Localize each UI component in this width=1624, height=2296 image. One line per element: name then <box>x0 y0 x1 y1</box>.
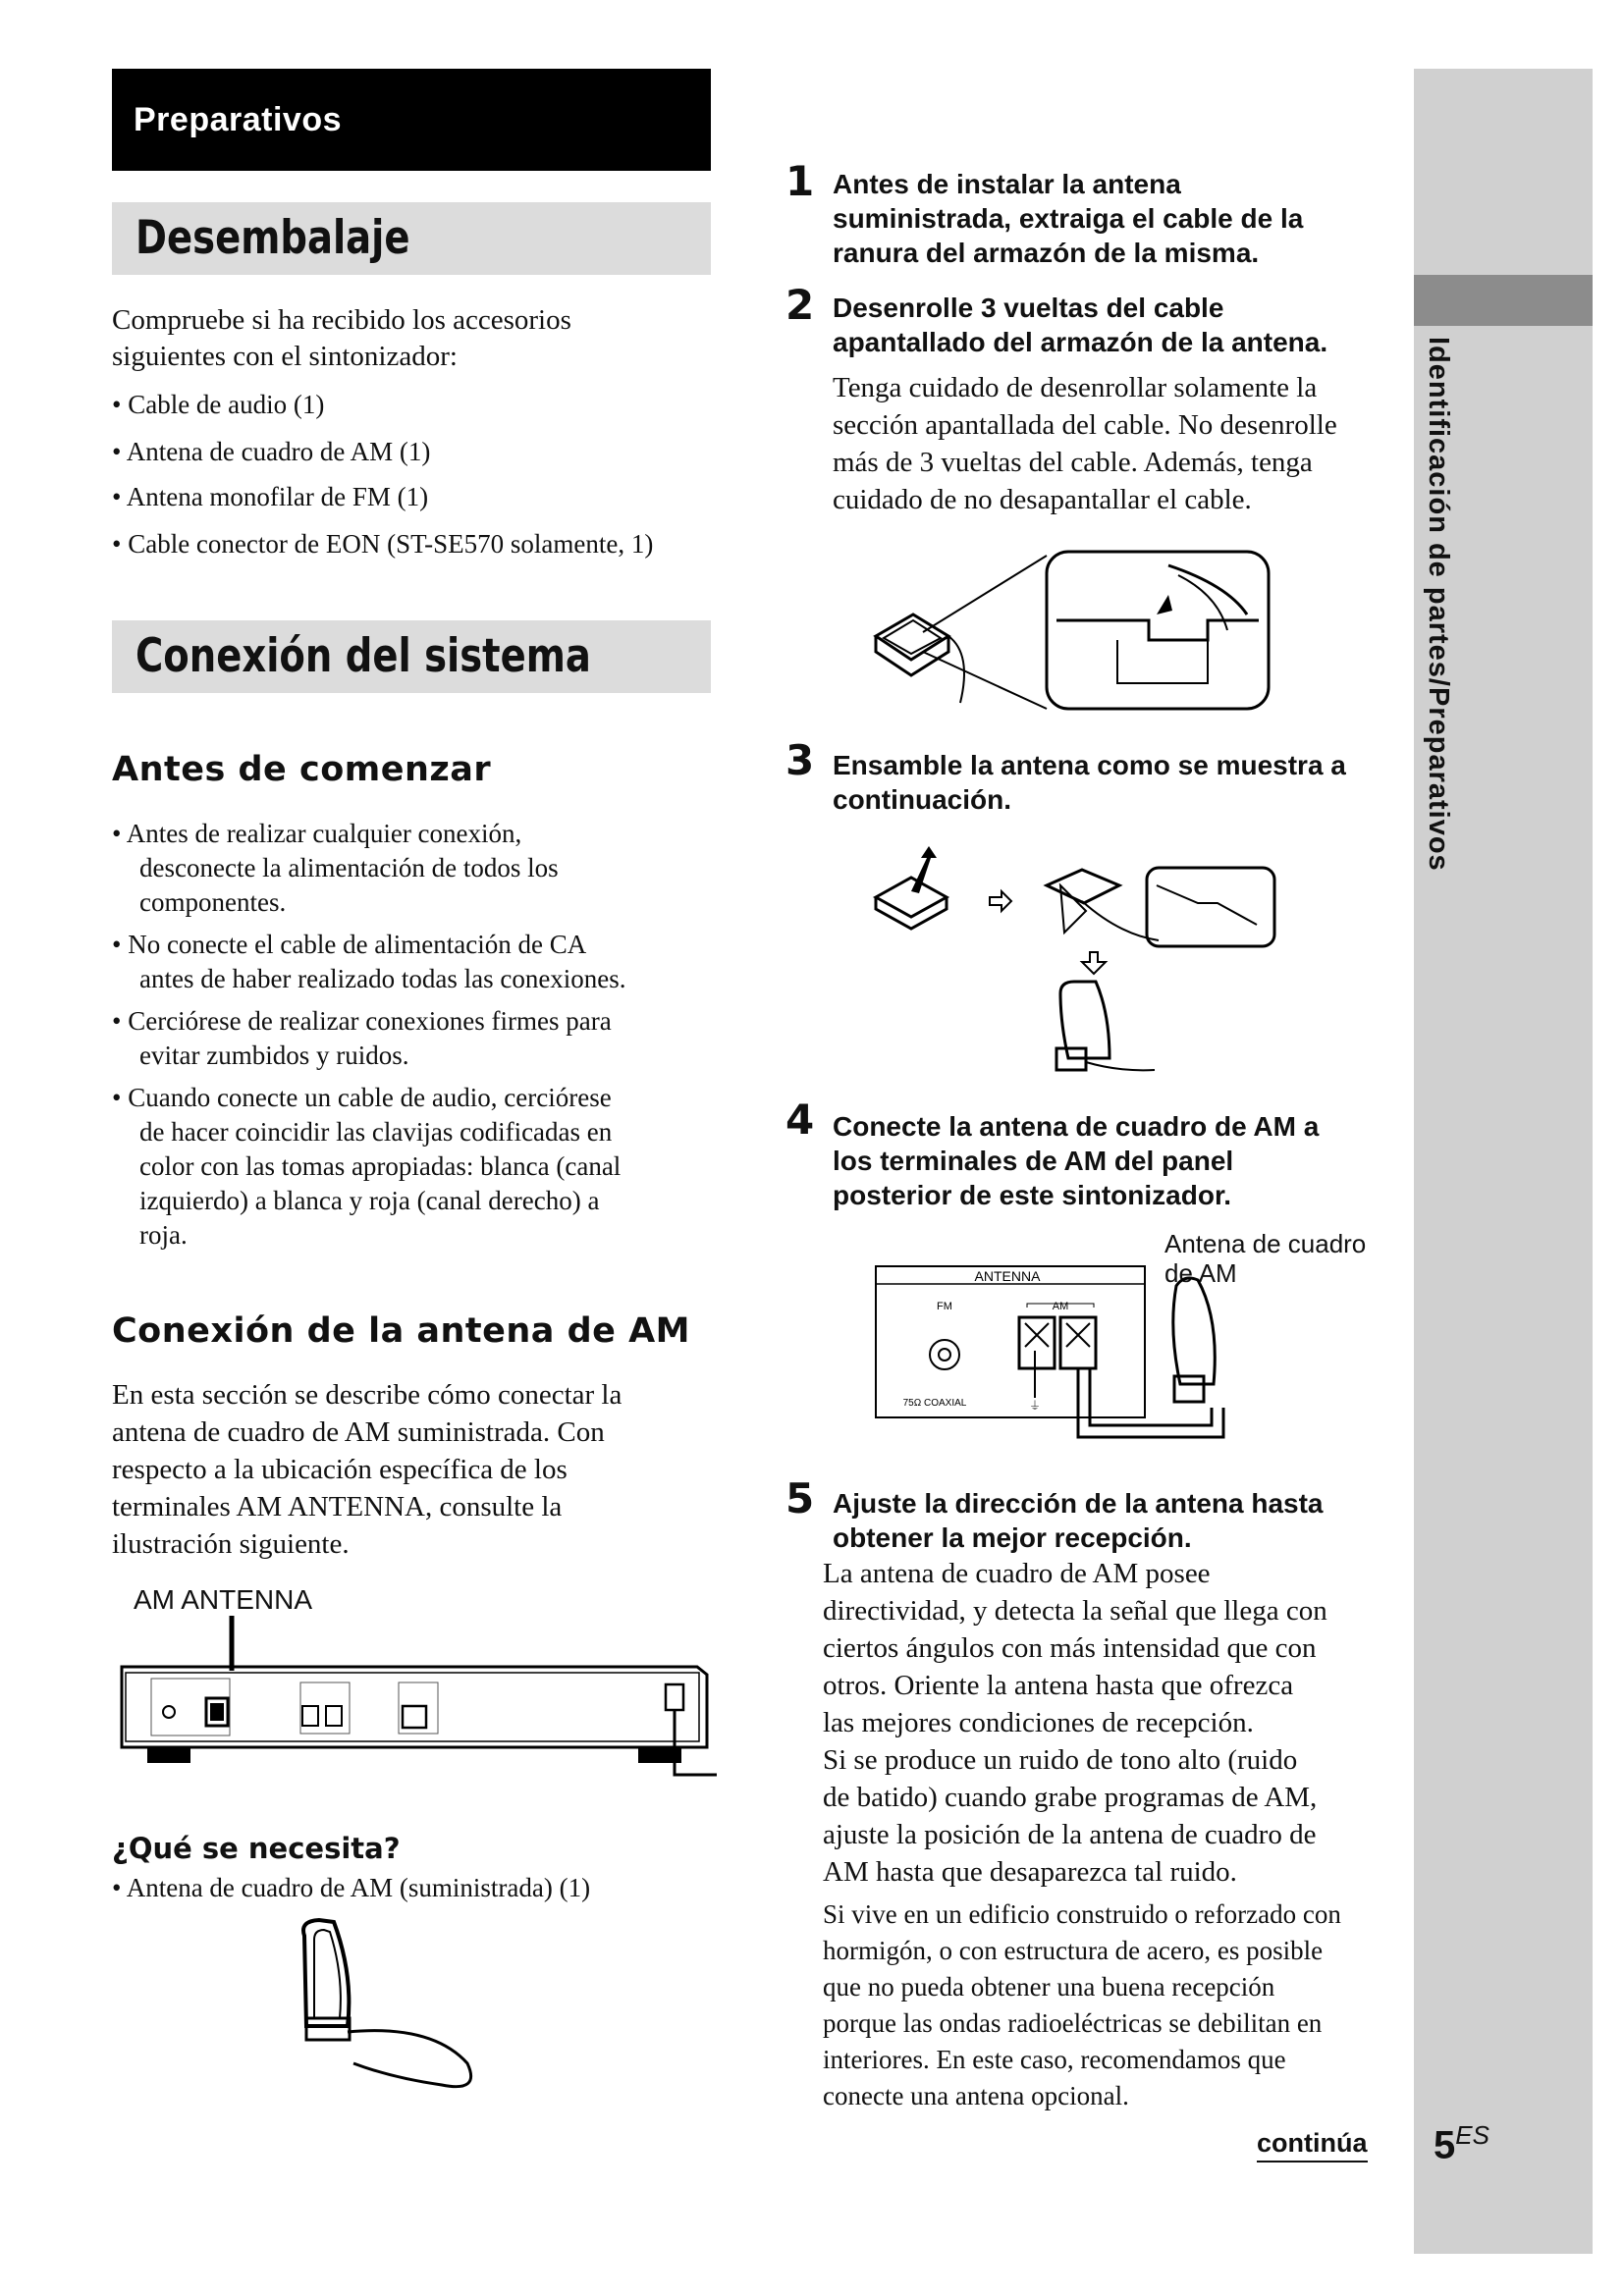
step-2-number: 2 <box>785 281 815 329</box>
panel-title: ANTENNA <box>974 1268 1041 1284</box>
list-item: • Cuando conecte un cable de audio, cerciórese de hacer coincidir las clavijas codificadas en color con las tomas apropiadas: blanca (canal izquierdo) a blanca y roja (canal derecho) a roja. <box>112 1083 622 1250</box>
am-label: AM <box>1052 1301 1069 1312</box>
step-1-number: 1 <box>785 157 815 205</box>
connection-title: Conexión del sistema <box>112 620 711 693</box>
loop-antenna-illustration <box>285 1916 501 2103</box>
list-item: • No conecte el cable de alimentación de CA antes de haber realizado todas las conexiones. <box>112 930 626 993</box>
list-item: • Cerciórese de realizar conexiones firmes para evitar zumbidos y ruidos. <box>112 1006 612 1070</box>
step-4-number: 4 <box>785 1095 815 1144</box>
continued-label: continúa <box>1257 2128 1368 2163</box>
assemble-antenna-illustration <box>864 846 1276 1082</box>
unpack-list <box>112 388 653 561</box>
step-1-title: Antes de instalar la antena suministrada, extraiga el cable de la ranura del armazón de la misma. <box>833 169 1304 268</box>
list-item: • Antes de realizar cualquier conexión, desconecte la alimentación de todos los componentes. <box>112 819 559 917</box>
svg-text:⏚: ⏚ <box>1029 1399 1042 1413</box>
step-4-title: Conecte la antena de cuadro de AM a los terminales de AM del panel posterior de este sintonizador. <box>833 1111 1320 1210</box>
step-3-title: Ensamble la antena como se muestra a continuación. <box>833 750 1346 815</box>
coaxial-label: 75Ω COAXIAL <box>902 1398 967 1409</box>
antenna-callout: Antena de cuadro de AM <box>1164 1229 1367 1288</box>
am-antenna-label: AM ANTENNA <box>134 1584 313 1615</box>
before-heading: Antes de comenzar <box>112 750 492 789</box>
before-list <box>112 817 721 1253</box>
side-tab-marker <box>1414 275 1593 326</box>
list-item: • Antena monofilar de FM (1) <box>112 482 429 511</box>
step-5-number: 5 <box>785 1474 815 1522</box>
step-3-number: 3 <box>785 736 815 784</box>
section-header: Preparativos <box>112 69 711 171</box>
am-intro: En esta sección se describe cómo conectar la antena de cuadro de AM suministrada. Con respecto a la ubicación específica de los terminales AM ANTENNA, consulte la ilustración siguiente. <box>112 1379 623 1560</box>
unpack-intro: Compruebe si ha recibido los accesorios siguientes con el sintonizador: <box>112 304 571 372</box>
am-heading: Conexión de la antena de AM <box>112 1311 691 1351</box>
list-item: • Cable conector de EON (ST-SE570 solamente, 1) <box>112 529 654 559</box>
step-2-body: Tenga cuidado de desenrollar solamente la sección apantallada del cable. No desenrolle más de 3 vueltas del cable. Además, tenga cuidado de no desapantallar el cable. <box>833 372 1337 515</box>
unpack-title: Desembalaje <box>112 202 711 275</box>
need-heading: ¿Qué se necesita? <box>112 1832 401 1865</box>
step-2-title: Desenrolle 3 vueltas del cable apantallado del armazón de la antena. <box>833 293 1328 357</box>
fm-label: FM <box>937 1301 952 1312</box>
rear-panel-illustration <box>108 1610 717 1787</box>
step-5-note: Si vive en un edificio construido o reforzado con hormigón, o con estructura de acero, es posible que no pueda obtener una buena recepción porque las ondas radioeléctricas se debilitan en interiores. En este caso, recomendamos que conecte una antena opcional. <box>823 1899 1341 2110</box>
am-terminal-illustration <box>870 1260 1239 1453</box>
step-5-title: Ajuste la dirección de la antena hasta obtener la mejor recepción. <box>833 1488 1324 1553</box>
need-item: • Antena de cuadro de AM (suministrada) (1) <box>112 1873 591 1902</box>
list-item: • Cable de audio (1) <box>112 390 325 419</box>
step-5-body: La antena de cuadro de AM posee directividad, y detecta la señal que llega con ciertos ángulos con más intensidad que con otros. Oriente la antena hasta que ofrezca las mejores condiciones de recepción. Si se produce un ruido de tono alto (ruido de batido) cuando grabe programas de AM, ajuste la posición de la antena de cuadro de AM hasta que desaparezca tal ruido. <box>823 1558 1327 1888</box>
side-tab-label: Identificación de partes/Preparativos <box>1423 337 1454 872</box>
page-number: $5^{ES}$ <box>1434 2120 1489 2167</box>
unwind-cable-illustration <box>854 546 1276 713</box>
list-item: • Antena de cuadro de AM (1) <box>112 437 431 466</box>
